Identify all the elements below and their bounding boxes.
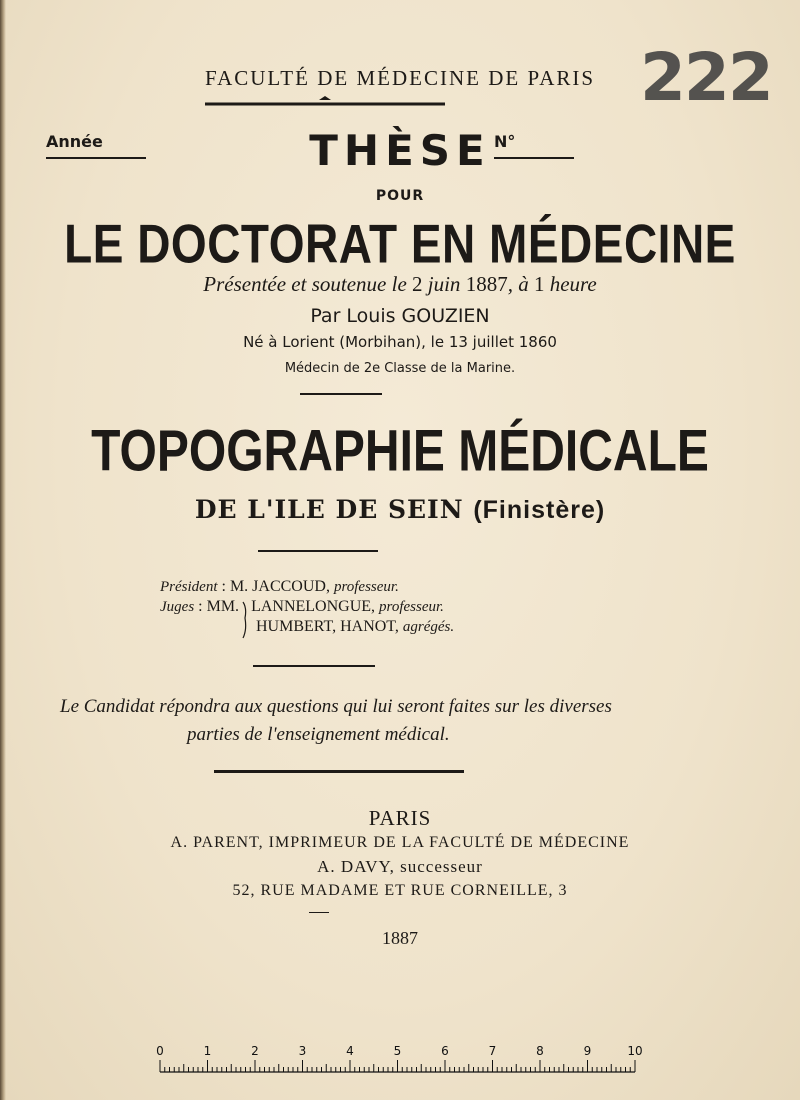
defense-heure: heure (549, 272, 597, 296)
ruler-labels (156, 1044, 642, 1058)
ruler-label: 4 (346, 1044, 354, 1058)
ruler-label: 1 (203, 1044, 212, 1058)
numero-blank-line (494, 157, 574, 159)
ruler-label: 6 (441, 1044, 449, 1058)
thesis-title: TOPOGRAPHIE MÉDICALE (91, 419, 709, 484)
ruler-label: 7 (488, 1044, 497, 1058)
separator-rule (300, 393, 382, 395)
ornamental-rule (205, 96, 445, 110)
defense-month: juin (427, 272, 461, 296)
imprint-address: 52, RUE MADAME ET RUE CORNEILLE, 3 (232, 882, 568, 899)
ruler-label: 3 (298, 1044, 307, 1058)
subtitle-main: DE L'ILE DE SEIN (194, 495, 464, 524)
library-stamp-number: 222 (640, 39, 772, 116)
juges-label: Juges (160, 599, 195, 615)
subtitle-paren: (Finistère) (473, 496, 606, 524)
imprint-successor: A. DAVY, successeur (317, 857, 483, 876)
jury-president-line (160, 578, 399, 596)
separator-rule (258, 550, 378, 552)
president-label: Président (160, 579, 218, 595)
ruler-label: 2 (251, 1044, 259, 1058)
defense-day: 2 (412, 272, 423, 296)
ruler-label: 10 (627, 1044, 643, 1058)
jury-juges-line-2 (256, 618, 454, 636)
imprint-printer: A. PARENT, IMPRIMEUR DE LA FACULTÉ DE MÉDECINE (170, 834, 630, 851)
candidate-notice (60, 693, 740, 749)
president-role: professeur. (333, 579, 399, 595)
defense-a: , à (507, 272, 529, 296)
ruler-label: 9 (583, 1044, 592, 1058)
juge1-name: LANNELONGUE, (251, 598, 376, 615)
defense-hour: 1 (533, 272, 545, 296)
ruler-label: 0 (156, 1044, 164, 1058)
measurement-ruler (155, 1042, 645, 1077)
separator-rule (253, 665, 375, 667)
candidate-notice-line1: Le Candidat répondra aux questions qui lui seront faites sur les diverses (60, 696, 612, 717)
juges-sep: : MM. (198, 598, 240, 615)
president-name: JACCOUD, (252, 578, 330, 595)
ruler-label: 5 (393, 1044, 402, 1058)
candidate-notice-line2: parties de l'enseignement médical. (187, 724, 450, 745)
faculty-heading: FACULTÉ DE MÉDECINE DE PARIS (204, 66, 596, 90)
ruler-label: 8 (536, 1044, 544, 1058)
defense-year: 1887 (465, 272, 508, 296)
author-line: Par Louis GOUZIEN (310, 305, 490, 327)
juge2-name: HUMBERT, HANOT, (256, 618, 399, 635)
defense-prefix: Présentée et soutenue le (203, 272, 407, 296)
separator-rule (214, 770, 464, 773)
imprint-year: 1887 (382, 928, 418, 948)
separator-rule (309, 912, 329, 913)
defense-date-line (0, 272, 800, 297)
imprint-city: PARIS (368, 806, 432, 830)
juge1-role: professeur. (379, 599, 444, 615)
president-sep: : M. (221, 578, 249, 595)
juge2-role: agrégés. (402, 619, 455, 635)
jury-brace (241, 600, 251, 640)
thesis-subtitle (0, 495, 800, 525)
rank-line: Médecin de 2e Classe de la Marine. (284, 361, 516, 376)
numero-label: N° (494, 132, 516, 151)
degree-title: LE DOCTORAT EN MÉDECINE (64, 213, 736, 275)
annee-label: Année (46, 132, 103, 151)
jury-juges-line (160, 598, 444, 616)
these-heading: THÈSE (309, 126, 491, 175)
ruler-ticks (160, 1060, 635, 1072)
pour-label: POUR (375, 188, 425, 204)
birth-line: Né à Lorient (Morbihan), le 13 juillet 1860 (243, 333, 557, 351)
